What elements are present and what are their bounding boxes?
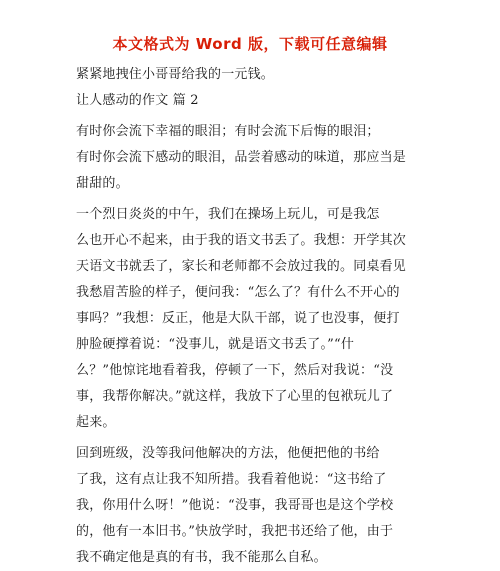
text-line: 回到班级，没等我问他解决的方法，他便把他的书给: [76, 446, 380, 461]
document-banner: 本文格式为 Word 版，下载可任意编辑: [112, 35, 388, 53]
text-line: 的，他有一本旧书。”快放学时，我把书还给了他，由于: [76, 524, 394, 539]
text-line: 一个烈日炎炎的中午，我们在操场上玩儿，可是我怎: [76, 207, 380, 222]
text-line: 起来。: [76, 415, 116, 430]
text-line: 我愁眉苦脸的样子，便问我：“怎么了？有什么不开心的: [76, 285, 400, 300]
text-line: 事吗？”我想：反正，他是大队干部，说了也没事，便打: [76, 311, 400, 326]
text-line: 我不确定他是真的有书，我不能那么自私。: [76, 550, 327, 565]
text-line: 紧紧地拽住小哥哥给我的一元钱。: [76, 67, 275, 82]
text-line: 有时你会流下感动的眼泪，品尝着感动的味道，那应当是: [76, 150, 407, 165]
text-line: 甜甜的。: [76, 176, 129, 191]
text-line: 天语文书就丢了，家长和老师都不会放过我的。同桌看见: [76, 259, 407, 274]
text-line: 么？”他惊诧地看着我，停顿了一下，然后对我说：“没: [76, 363, 394, 378]
document-body: [76, 62, 432, 571]
text-line: 了我，这有点让我不知所措。我看着他说：“这书给了: [76, 472, 387, 487]
text-line: 我，你用什么呀！”他说：“没事，我哥哥也是这个学校: [76, 498, 394, 513]
text-line: 有时你会流下幸福的眼泪；有时会流下后悔的眼泪；: [76, 124, 380, 139]
text-line: 肿脸硬撑着说：“没事儿，就是语文书丢了。”“什: [76, 337, 355, 352]
text-line: 么也开心不起来，由于我的语文书丢了。我想：开学其次: [76, 233, 407, 248]
text-line: 事，我帮你解决。”就这样，我放下了心里的包袱玩儿了: [76, 389, 394, 404]
section-heading: 让人感动的作文 篇 2: [76, 93, 199, 108]
